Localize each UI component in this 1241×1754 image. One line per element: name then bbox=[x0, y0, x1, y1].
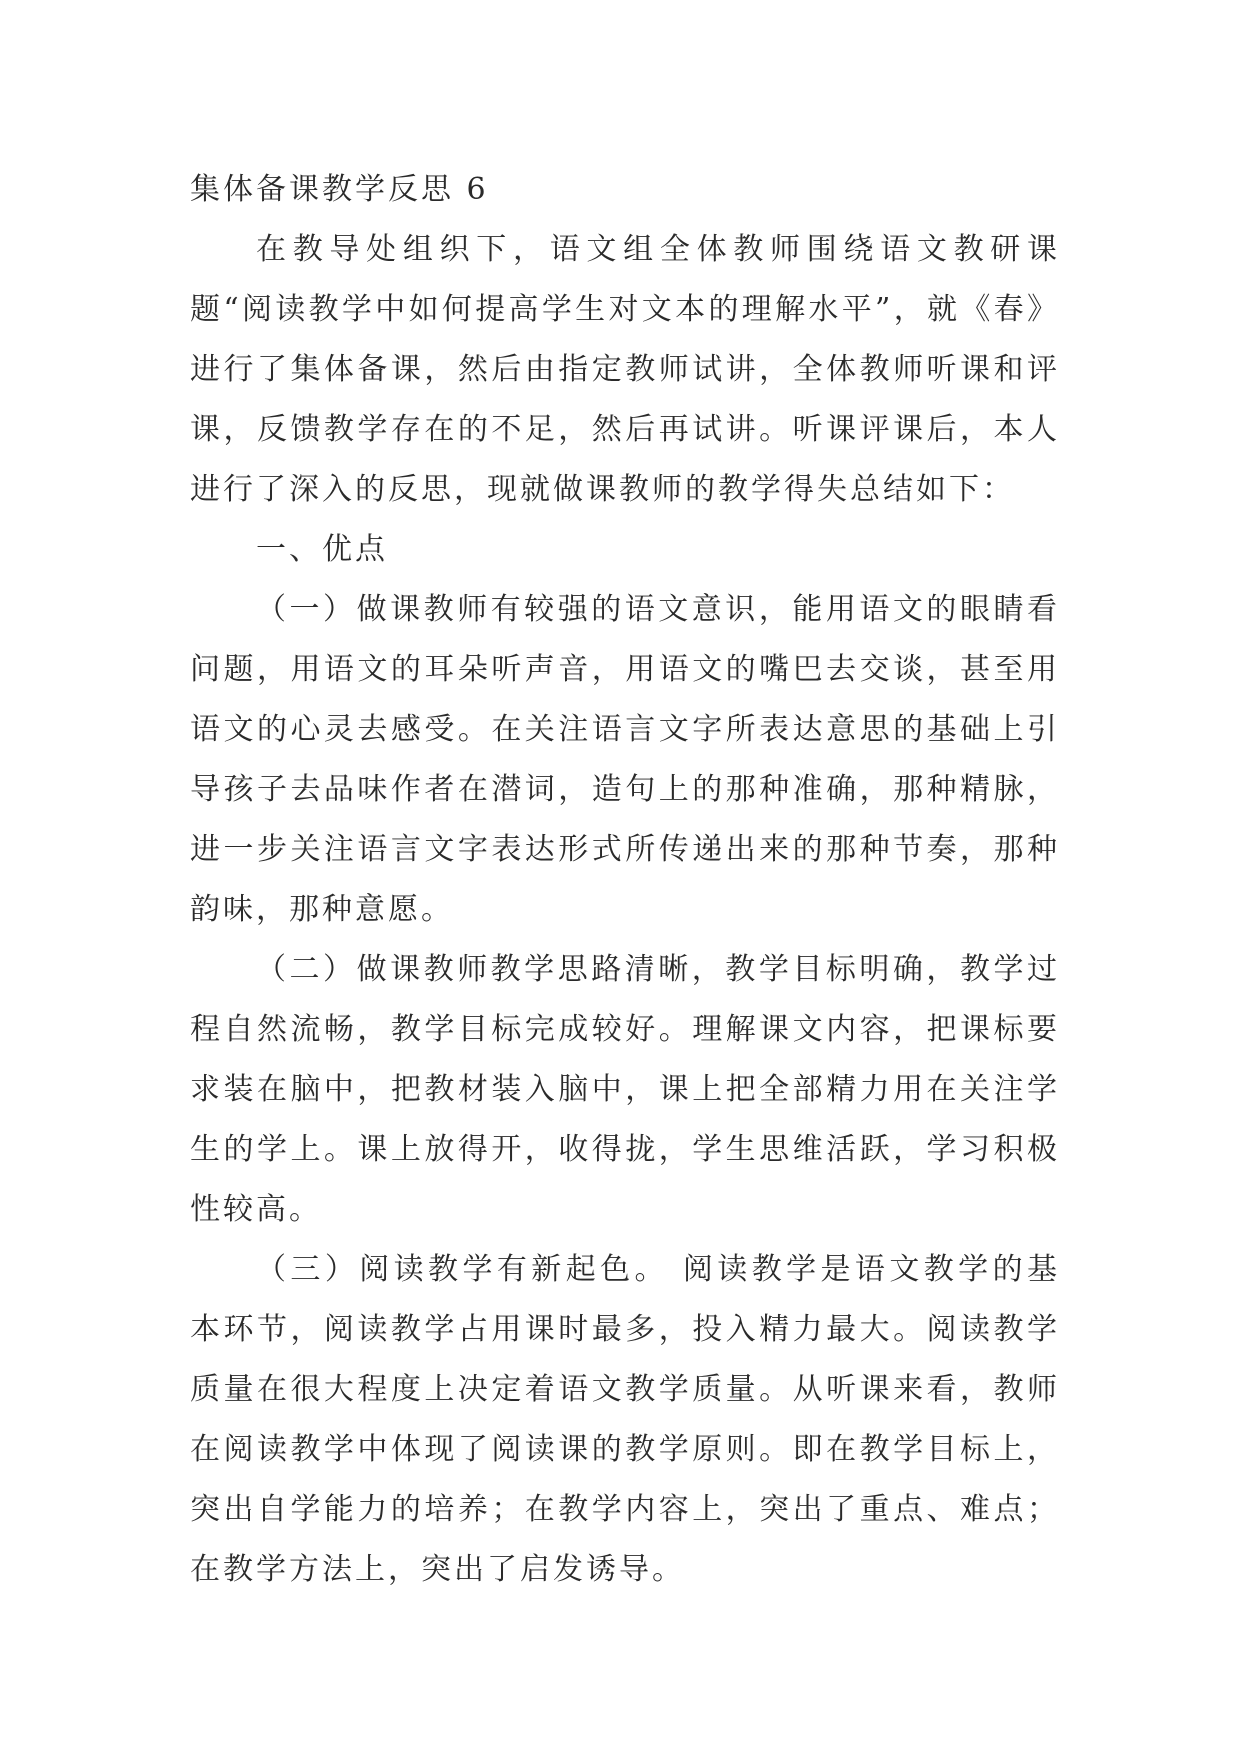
section-heading: 一、优点 bbox=[256, 532, 388, 567]
document-title: 集体备课教学反思 6 bbox=[190, 172, 489, 207]
point-paragraph-2: （二）做课教师教学思路清晰，教学目标明确，教学过程自然流畅，教学目标完成较好。理解课文内容，把课标要求装在脑中，把教材装入脑中，课上把全部精力用在关注学生的学上。课上放得开，收得拢，学生思维活跃，学习积极性较高。 bbox=[190, 952, 1060, 1227]
point-paragraph-3: （三）阅读教学有新起色。 阅读教学是语文教学的基本环节，阅读教学占用课时最多，投入精力最大。阅读教学质量在很大程度上决定着语文教学质量。从听课来看，教师在阅读教学中体现了阅读课的教学原则。即在教学目标上，突出自学能力的培养；在教学内容上，突出了重点、难点；在教学方法上，突出了启发诱导。 bbox=[190, 1252, 1060, 1587]
point-paragraph-1: （一）做课教师有较强的语文意识，能用语文的眼睛看问题，用语文的耳朵听声音，用语文的嘴巴去交谈，甚至用语文的心灵去感受。在关注语言文字所表达意思的基础上引导孩子去品味作者在潜词，造句上的那种准确，那种精脉，进一步关注语言文字表达形式所传递出来的那种节奏，那种韵味，那种意愿。 bbox=[190, 592, 1060, 927]
intro-paragraph: 在教导处组织下，语文组全体教师围绕语文教研课题“阅读教学中如何提高学生对文本的理解水平”，就《春》进行了集体备课，然后由指定教师试讲，全体教师听课和评课，反馈教学存在的不足，然后再试讲。听课评课后，本人进行了深入的反思，现就做课教师的教学得失总结如下： bbox=[190, 232, 1060, 507]
document-body bbox=[190, 160, 1060, 1600]
